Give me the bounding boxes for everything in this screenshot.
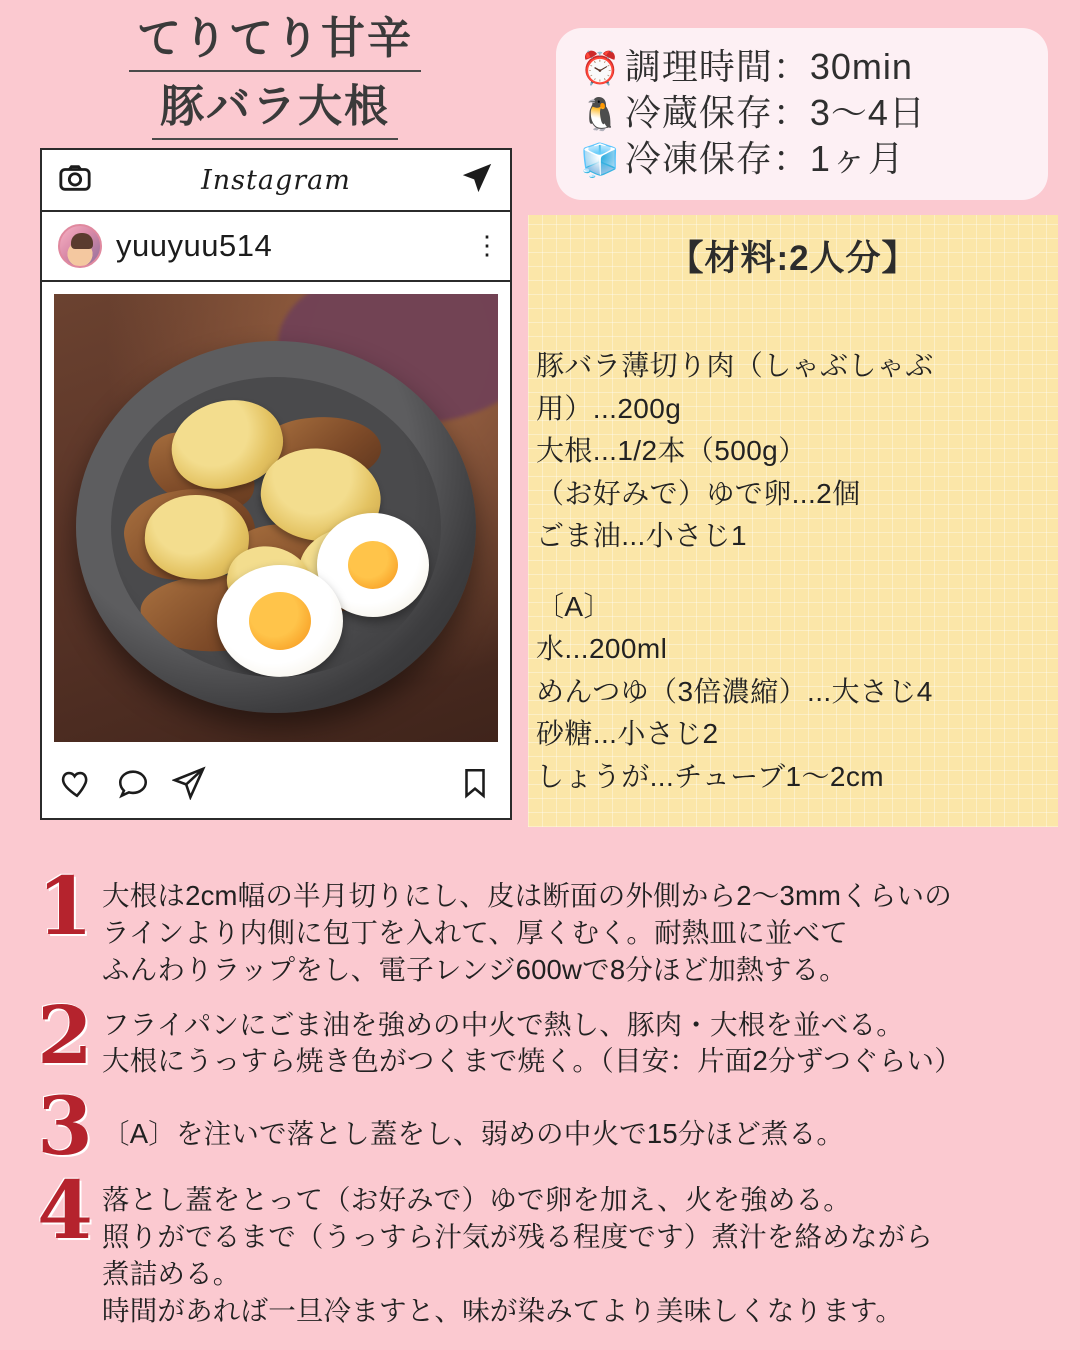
ingredient-item: 豚バラ薄切り肉（しゃぶしゃぶ用）...200g <box>536 350 934 424</box>
info-row-fridge-storage <box>580 90 1034 136</box>
step-item <box>28 987 1060 1082</box>
info-row-freezer-storage <box>580 136 1034 182</box>
step-number: 4 <box>37 1163 93 1258</box>
ingredient-item: 水...200ml <box>536 633 668 665</box>
ingredient-item: めんつゆ（3倍濃縮）...大さじ4 <box>536 675 933 707</box>
ice-cube-icon: 🧊 <box>580 142 621 179</box>
bookmark-icon[interactable] <box>458 766 492 805</box>
step-number: 1 <box>37 859 93 953</box>
avatar[interactable] <box>58 224 102 268</box>
instagram-wordmark: Instagram <box>201 164 351 196</box>
comment-icon[interactable] <box>116 766 150 805</box>
step-number: 3 <box>37 1079 93 1174</box>
ingredient-spacer <box>536 558 1050 586</box>
alarm-clock-icon: ⏰ <box>580 50 621 86</box>
dish-photo <box>54 294 498 742</box>
egg-yolk <box>249 592 311 650</box>
info-text-fridge-storage: 冷蔵保存：3〜4日 <box>624 92 926 134</box>
more-options-icon[interactable]: ⋮ <box>474 230 500 261</box>
ingredient-item: 砂糖...小さじ2 <box>536 718 719 750</box>
instagram-user-bar <box>42 212 510 282</box>
info-row-cooking-time <box>580 44 1034 90</box>
title-line-1: てりてり甘辛 <box>129 10 421 72</box>
steps-section <box>0 859 1080 1330</box>
step-item <box>28 859 1060 989</box>
instagram-action-bar <box>42 752 510 818</box>
title-line-2: 豚バラ大根 <box>152 78 398 140</box>
heart-icon[interactable] <box>60 766 94 805</box>
step-number: 2 <box>37 987 93 1082</box>
ingredients-heading: 【材料:2人分】 <box>668 239 918 278</box>
ingredient-item: ごま油...小さじ1 <box>536 520 747 552</box>
ingredient-item: 大根...1/2本（500g） <box>536 435 807 467</box>
egg-yolk <box>348 541 398 589</box>
instagram-post-card <box>40 148 512 820</box>
ingredients-list <box>528 281 1058 798</box>
boiled-egg-half <box>217 565 343 677</box>
ingredient-item: （お好みで）ゆで卵...2個 <box>536 477 861 509</box>
step-text: フライパンにごま油を強めの中火で熱し、豚肉・大根を並べる。 大根にうっすら焼き色がつくまで焼く。（目安：片面2分ずつぐらい） <box>102 1008 962 1077</box>
ingredients-panel <box>528 215 1058 827</box>
info-text-cooking-time: 調理時間：30min <box>624 46 913 87</box>
step-item <box>28 1079 1060 1174</box>
ingredient-item: しょうが...チューブ1〜2cm <box>536 760 884 792</box>
ingredient-group-label: 〔A〕 <box>536 590 612 622</box>
instagram-top-bar <box>42 150 510 212</box>
step-item <box>28 1163 1060 1329</box>
bowl <box>76 341 476 713</box>
step-text: 大根は2cm幅の半月切りにし、皮は断面の外側から2〜3mmくらいの ラインより内側に包丁を入れて、厚くむく。耐熱皿に並べて ふんわりラップをし、電子レンジ600wで8分ほど加熱する。 <box>102 880 952 985</box>
bowl-interior <box>111 377 441 677</box>
info-text-freezer-storage: 冷凍保存：1ヶ月 <box>624 138 905 180</box>
instagram-photo-wrapper <box>42 282 510 752</box>
penguin-icon: 🐧 <box>580 96 621 133</box>
recipe-info-card <box>556 28 1048 200</box>
send-icon[interactable] <box>460 161 494 200</box>
share-icon[interactable] <box>172 766 206 805</box>
instagram-username[interactable]: yuuyuu514 <box>116 228 273 263</box>
step-text: 落とし蓋をとって（お好みで）ゆで卵を加え、火を強める。 照りがでるまで（うっすら汁気が残る程度です）煮汁を絡めながら 煮詰める。 時間があれば一旦冷ますと、味が染みてより美味しくなります。 <box>102 1184 933 1326</box>
step-text: 〔A〕を注いで落とし蓋をし、弱めの中火で15分ほど煮る。 <box>102 1118 845 1150</box>
camera-icon[interactable] <box>58 161 92 200</box>
page-title <box>40 10 510 146</box>
